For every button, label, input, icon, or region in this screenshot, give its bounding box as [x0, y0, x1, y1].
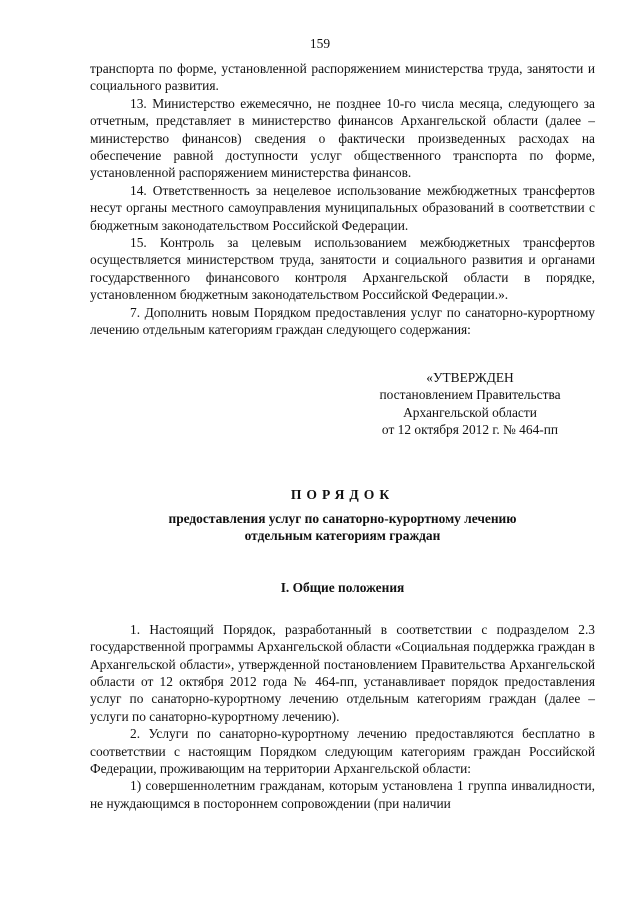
- subtitle-line: предоставления услуг по санаторно-курортному лечению: [168, 510, 517, 526]
- document-title: ПОРЯДОК: [290, 486, 395, 502]
- paragraph: 13. Министерство ежемесячно, не позднее 10-го числа месяца, следующего за отчетным, представляет в министерство финансов Архангельской области (далее – министерство финансов) сведения о фактически произведенных расходах на обеспечение равной доступности услуг общественного транспорта по форме, установленной распоряжением министерства финансов.: [90, 95, 595, 181]
- document-subtitle: [90, 510, 595, 545]
- section-heading: I. Общие положения: [280, 579, 405, 595]
- paragraph: 15. Контроль за целевым использованием межбюджетных трансфертов осуществляется министерством труда, занятости и социального развития и органами государственного финансового контроля Архангельской области в порядке, установленном бюджетным законодательством Российской Федерации.».: [90, 235, 595, 303]
- page-number: 159: [309, 36, 331, 51]
- page-content: [90, 60, 595, 812]
- approval-line: Архангельской области: [403, 404, 537, 420]
- top-paragraphs: [90, 60, 595, 339]
- approval-line: постановлением Правительства: [379, 387, 561, 403]
- paragraph: транспорта по форме, установленной распоряжением министерства труда, занятости и социального развития.: [90, 61, 595, 94]
- paragraph: 2. Услуги по санаторно-курортному лечению предоставляются бесплатно в соответствии с настоящим Порядком следующим категориям граждан Российской Федерации, проживающим на территории Архангельской области:: [90, 726, 595, 776]
- subtitle-line: отдельным категориям граждан: [244, 528, 441, 544]
- bottom-paragraphs: [90, 621, 595, 812]
- paragraph: 14. Ответственность за нецелевое использование межбюджетных трансфертов несут органы местного самоуправления муниципальных образований в соответствии с бюджетным законодательством Российской Федерации.: [90, 182, 595, 233]
- paragraph: 1) совершеннолетним гражданам, которым установлена 1 группа инвалидности, не нуждающимся в постороннем сопровождении (при наличии: [90, 778, 595, 811]
- approval-line: от 12 октября 2012 г. № 464-пп: [381, 422, 559, 438]
- paragraph: 7. Дополнить новым Порядком предоставления услуг по санаторно-курортному лечению отдельным категориям граждан следующего содержания:: [90, 304, 595, 338]
- paragraph: 1. Настоящий Порядок, разработанный в соответствии с подразделом 2.3 государственной программы Архангельской области «Социальная поддержка граждан в Архангельской области», утвержденной постановлением Правительства Архангельской области от 12 октября 2012 года № 464-пп, устанавливает порядок предоставления услуг по санаторно-курортному лечению отдельным категориям граждан (далее – услуги по санаторно-курортному лечению).: [90, 621, 595, 724]
- approval-stamp: [340, 369, 600, 439]
- approval-line: «УТВЕРЖДЕН: [426, 369, 514, 385]
